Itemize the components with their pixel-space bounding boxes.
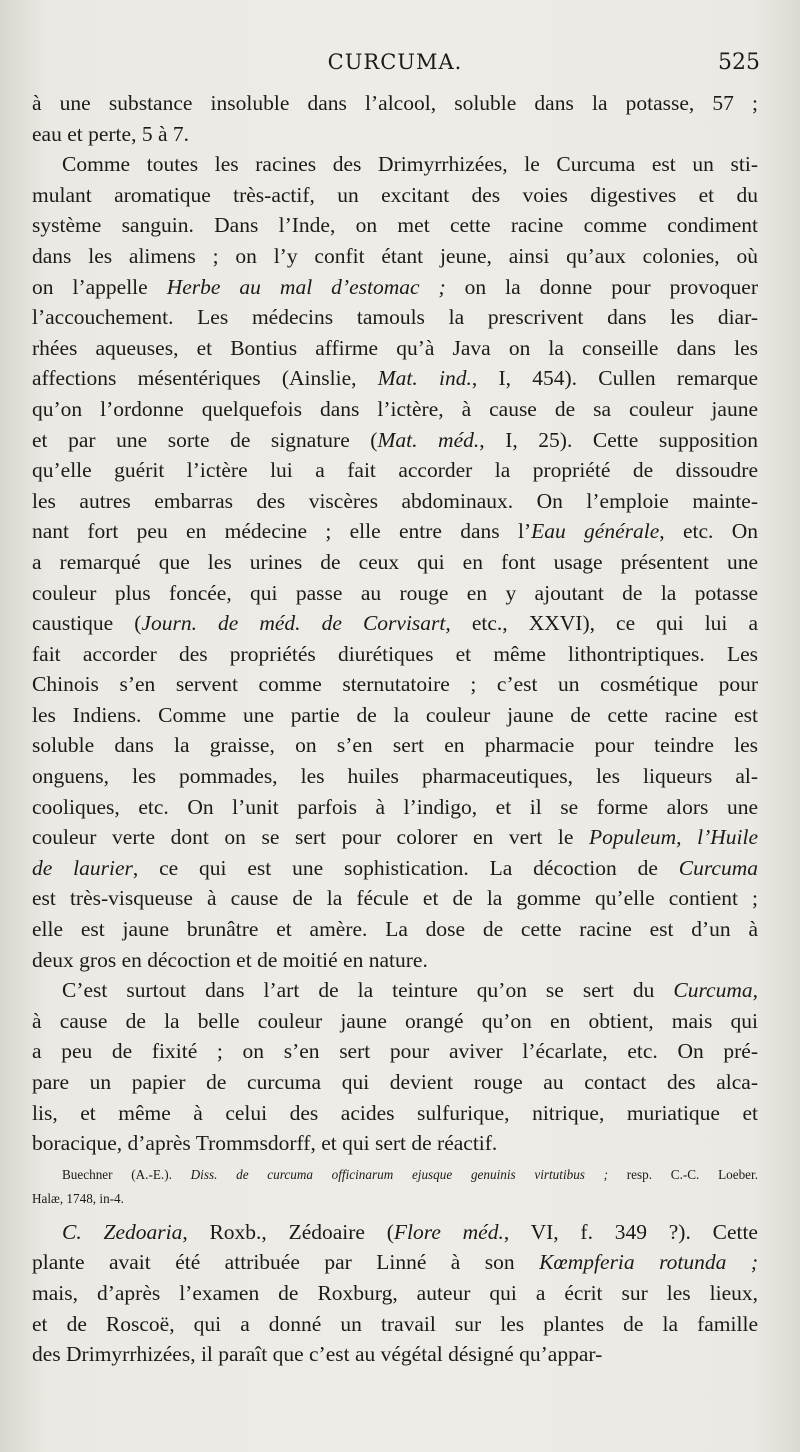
running-head: CURCUMA. [327,50,463,74]
text-segment: , ce qui est une sophistication. La décoction de [132,855,679,880]
text-line [32,149,758,180]
text-segment: qu’elle guérit l’ictère lui a fait accorder la propriété de dissoudre [32,458,758,483]
text-segment: boracique, d’après Trommsdorff, et qui sert de réactif. [32,1131,498,1156]
italic-text: Flore méd. [393,1219,504,1244]
text-line [32,363,758,394]
text-line [32,425,758,456]
text-segment: , Roxb., Zédoaire ( [182,1219,394,1244]
text-segment: couleur verte dont on se sert pour colorer en vert le [32,825,589,850]
text-segment: fait accorder des propriétés diurétiques et même lithontriptiques. Les [32,641,758,666]
text-segment: mulant aromatique très-actif, un excitant des voies digestives et du [32,182,758,207]
italic-text: Curcuma, [673,978,758,1003]
text-segment: à une substance insoluble dans l’alcool, soluble dans la potasse, 57 ; [32,91,758,115]
text-segment: onguens, les pommades, les huiles pharmaceutiques, les liqueurs al- [32,764,758,789]
text-segment: est très-visqueuse à cause de la fécule et de la gomme qu’elle contient ; [32,886,758,911]
text-segment: des Drimyrrhizées, il paraît que c’est au végétal désigné qu’appar- [32,1342,603,1367]
page-number: 525 [718,50,760,75]
italic-text: Journ. de méd. de Corvisart, [141,611,451,636]
text-segment: a remarqué que les urines de ceux qui en font usage présentent une [32,549,758,574]
paragraph-continuation [32,88,758,149]
text-line [32,608,758,639]
text-line [32,1098,758,1129]
text-segment: , I, 25). Cette supposition [479,427,758,452]
text-segment: à cause de la belle couleur jaune orangé qu’on en obtient, mais qui [32,1008,758,1033]
text-segment: système sanguin. Dans l’Inde, on met cette racine comme condiment [32,213,758,238]
paragraph-dyeing [32,975,758,1159]
text-segment: eau et perte, 5 à 7. [32,121,189,146]
text-segment: couleur plus foncée, qui passe au rouge en y ajoutant de la potasse [32,580,758,605]
text-line [32,1128,758,1159]
text-line [32,1217,758,1248]
text-line [32,700,758,731]
text-segment: affections mésentériques (Ainslie, [32,366,378,391]
text-line [32,853,758,884]
paragraph-curcuma-uses [32,149,758,975]
text-line [32,88,758,119]
text-line [32,1247,758,1278]
text-line [32,730,758,761]
text-segment: mais, d’après l’examen de Roxburg, auteur qui a écrit sur les lieux, [32,1280,758,1305]
text-line [32,639,758,670]
italic-text: Populeum, l’Huile [588,825,758,850]
text-segment: qu’on l’ordonne quelquefois dans l’ictère, à cause de sa couleur jaune [32,396,758,421]
italic-text: Mat. méd. [377,427,480,452]
text-segment: les autres embarras des viscères abdominaux. On l’emploie mainte- [32,488,758,513]
text-segment: deux gros en décoction et de moitié en nature. [32,947,428,972]
text-line [32,1067,758,1098]
italic-text: Diss. de curcuma officinarum ejusque genuinis virtutibus ; [190,1166,609,1182]
text-line [32,455,758,486]
text-line [32,333,758,364]
italic-text: Mat. ind. [377,366,472,391]
text-line [32,792,758,823]
italic-text: Eau générale [531,519,660,544]
text-segment: soluble dans la graisse, on s’en sert en pharmacie pour teindre les [32,733,758,758]
page-body [32,88,758,1370]
text-line [32,241,758,272]
text-segment: rhées aqueuses, et Bontius affirme qu’à Java on la conseille dans les [32,335,758,360]
text-line [32,1036,758,1067]
text-line [32,547,758,578]
text-line [32,394,758,425]
text-line [32,883,758,914]
text-segment: Buechner (A.-E.). [62,1166,191,1182]
italic-text: Herbe au mal d’estomac ; [166,274,446,299]
text-segment: elle est jaune brunâtre et amère. La dose de cette racine est d’un à [32,917,758,942]
text-segment: , etc. On [659,519,758,544]
footnote [32,1163,758,1211]
text-line [32,486,758,517]
text-segment: etc., XXVI), ce qui lui a [450,611,759,636]
text-line [32,119,758,150]
text-line [32,180,758,211]
text-segment: resp. C.-C. Loeber. [608,1166,758,1182]
text-segment: et de Roscoë, qui a donné un travail sur les plantes de la famille [32,1311,758,1336]
text-segment: l’accouchement. Les médecins tamouls la prescrivent dans les diar- [32,305,758,330]
paragraph-zedoaria [32,1217,758,1370]
text-line [32,1339,758,1370]
text-segment: on l’appelle [32,274,167,299]
text-segment: a peu de fixité ; on s’en sert pour aviver l’écarlate, etc. On pré- [32,1039,758,1064]
text-line [32,1278,758,1309]
italic-text: Curcuma [678,855,758,880]
text-segment: , VI, f. 349 ?). Cette [503,1219,758,1244]
text-segment: dans les alimens ; on l’y confit étant jeune, ainsi qu’aux colonies, où [32,243,758,268]
text-segment: nant fort peu en médecine ; elle entre dans l’ [32,519,532,544]
text-line [32,1163,758,1187]
text-line [32,516,758,547]
italic-text: Kœmpferia rotunda ; [539,1250,758,1275]
italic-text: C. Zedoaria [62,1219,183,1244]
text-segment: les Indiens. Comme une partie de la couleur jaune de cette racine est [32,702,758,727]
text-segment: on la donne pour provoquer [445,274,758,299]
text-line [32,1309,758,1340]
text-line [32,822,758,853]
text-line [32,272,758,303]
italic-text: de laurier [32,855,133,880]
text-segment: Halæ, 1748, in-4. [32,1190,124,1206]
text-segment: C’est surtout dans l’art de la teinture qu’on se sert du [62,978,674,1003]
text-segment: cooliques, etc. On l’unit parfois à l’indigo, et il se forme alors une [32,794,758,819]
text-segment: pare un papier de curcuma qui devient rouge au contact des alca- [32,1070,758,1094]
text-segment: , I, 454). Cullen remarque [471,366,759,391]
text-line [32,210,758,241]
text-segment: Comme toutes les racines des Drimyrrhizées, le Curcuma est un sti- [62,152,758,177]
text-line [32,1187,758,1211]
text-segment: plante avait été attribuée par Linné à son [32,1250,540,1275]
text-segment: lis, et même à celui des acides sulfurique, nitrique, muriatique et [32,1100,758,1125]
text-line [32,914,758,945]
text-line [32,975,758,1006]
page-header [30,50,760,80]
text-line [32,302,758,333]
text-segment: et par une sorte de signature ( [32,427,378,452]
text-line [32,669,758,700]
text-line [32,1006,758,1037]
text-line [32,761,758,792]
text-segment: caustique ( [32,611,142,636]
text-line [32,945,758,976]
text-line [32,578,758,609]
text-segment: Chinois s’en servent comme sternutatoire ; c’est un cosmétique pour [32,672,758,697]
